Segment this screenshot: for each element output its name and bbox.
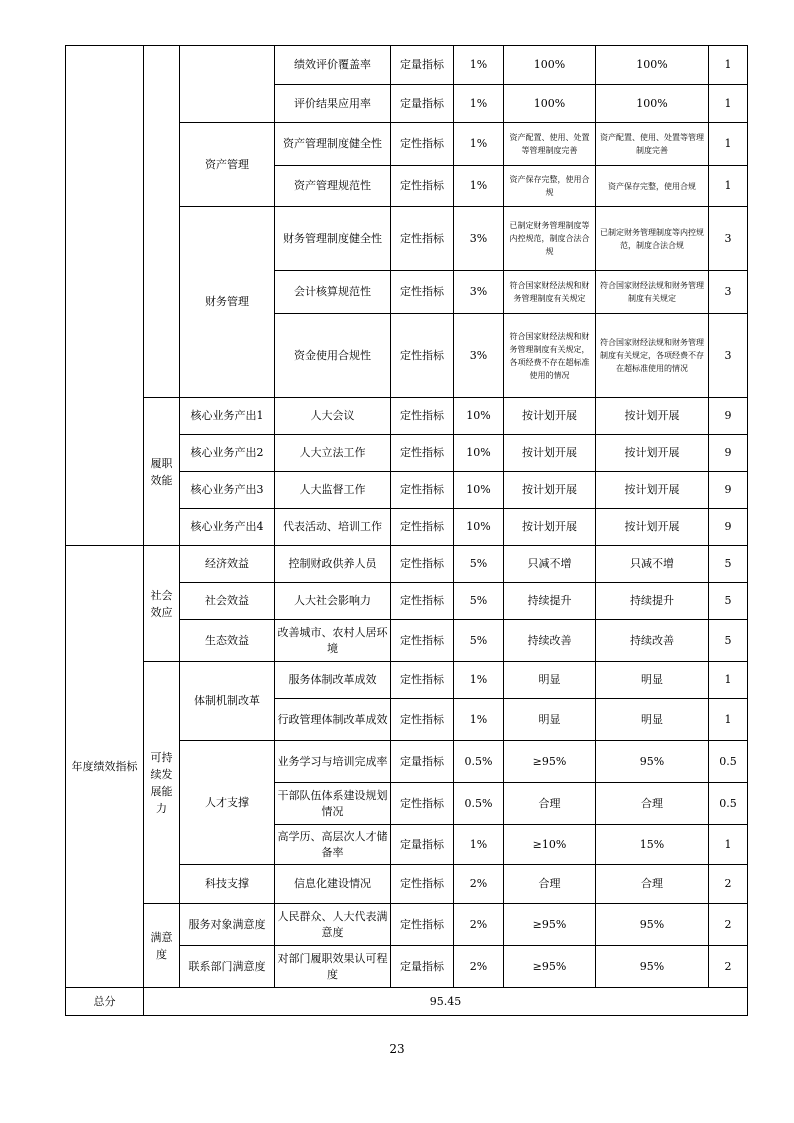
indicator-name: 服务体制改革成效 <box>275 662 391 699</box>
indicator-type: 定性指标 <box>391 435 454 472</box>
indicator-type: 定性指标 <box>391 904 454 946</box>
level2-cell: 满意度 <box>144 904 180 988</box>
total-row <box>66 988 748 1016</box>
target-value: 持续提升 <box>504 583 596 620</box>
indicator-type: 定量指标 <box>391 946 454 988</box>
indicator-name: 人大会议 <box>275 398 391 435</box>
score: 9 <box>709 472 748 509</box>
target-value: ≥95% <box>504 946 596 988</box>
target-value: 按计划开展 <box>504 435 596 472</box>
table-row <box>66 662 748 699</box>
level3-cell: 体制机制改革 <box>180 662 275 741</box>
indicator-type: 定量指标 <box>391 825 454 865</box>
indicator-name: 对部门履职效果认可程度 <box>275 946 391 988</box>
level3-cell: 财务管理 <box>180 207 275 398</box>
actual-value: 资产配置、使用、处置等管理制度完善 <box>596 123 709 166</box>
score: 5 <box>709 546 748 583</box>
level3-cell: 生态效益 <box>180 620 275 662</box>
score: 3 <box>709 314 748 398</box>
level3-cell: 服务对象满意度 <box>180 904 275 946</box>
indicator-name: 行政管理体制改革成效 <box>275 699 391 741</box>
indicator-weight: 10% <box>454 472 504 509</box>
indicator-weight: 0.5% <box>454 741 504 783</box>
indicator-name: 人大立法工作 <box>275 435 391 472</box>
table-row <box>66 398 748 435</box>
actual-value: 按计划开展 <box>596 509 709 546</box>
actual-value: 95% <box>596 741 709 783</box>
actual-value: 15% <box>596 825 709 865</box>
table-row <box>66 546 748 583</box>
score: 2 <box>709 865 748 904</box>
actual-value: 持续提升 <box>596 583 709 620</box>
indicator-weight: 10% <box>454 435 504 472</box>
total-label: 总分 <box>66 988 144 1016</box>
indicator-type: 定量指标 <box>391 85 454 123</box>
score: 1 <box>709 825 748 865</box>
target-value: 明显 <box>504 699 596 741</box>
target-value: 合理 <box>504 865 596 904</box>
score: 1 <box>709 85 748 123</box>
target-value: 按计划开展 <box>504 398 596 435</box>
actual-value: 符合国家财经法规和财务管理制度有关规定 <box>596 271 709 314</box>
actual-value: 合理 <box>596 783 709 825</box>
indicator-weight: 2% <box>454 904 504 946</box>
score: 1 <box>709 123 748 166</box>
performance-indicator-table <box>65 45 748 1016</box>
score: 0.5 <box>709 741 748 783</box>
target-value: 按计划开展 <box>504 472 596 509</box>
page-number: 23 <box>389 1042 405 1056</box>
indicator-name: 控制财政供养人员 <box>275 546 391 583</box>
level3-cell: 社会效益 <box>180 583 275 620</box>
indicator-type: 定性指标 <box>391 123 454 166</box>
actual-value: 95% <box>596 904 709 946</box>
indicator-name: 评价结果应用率 <box>275 85 391 123</box>
total-value: 95.45 <box>144 988 748 1016</box>
indicator-type: 定性指标 <box>391 783 454 825</box>
indicator-weight: 3% <box>454 207 504 271</box>
indicator-type: 定性指标 <box>391 314 454 398</box>
level1-cell: 年度绩效指标 <box>66 546 144 988</box>
target-value: 只减不增 <box>504 546 596 583</box>
indicator-name: 人大监督工作 <box>275 472 391 509</box>
level3-cell: 核心业务产出1 <box>180 398 275 435</box>
actual-value: 持续改善 <box>596 620 709 662</box>
score: 9 <box>709 435 748 472</box>
level3-cell: 科技支撑 <box>180 865 275 904</box>
indicator-name: 人民群众、人大代表满意度 <box>275 904 391 946</box>
indicator-type: 定性指标 <box>391 271 454 314</box>
indicator-type: 定性指标 <box>391 166 454 207</box>
level1-cell <box>66 46 144 546</box>
indicator-weight: 10% <box>454 509 504 546</box>
score: 1 <box>709 699 748 741</box>
actual-value: 按计划开展 <box>596 398 709 435</box>
indicator-weight: 3% <box>454 271 504 314</box>
indicator-weight: 1% <box>454 166 504 207</box>
target-value: 已制定财务管理制度等内控规范，制度合法合规 <box>504 207 596 271</box>
indicator-name: 资产管理规范性 <box>275 166 391 207</box>
target-value: ≥10% <box>504 825 596 865</box>
indicator-type: 定性指标 <box>391 662 454 699</box>
level2-cell: 可持续发展能力 <box>144 662 180 904</box>
indicator-weight: 5% <box>454 546 504 583</box>
level2-cell: 社会效应 <box>144 546 180 662</box>
actual-value: 符合国家财经法规和财务管理制度有关规定，各项经费不存在超标准使用的情况 <box>596 314 709 398</box>
target-value: 明显 <box>504 662 596 699</box>
actual-value: 95% <box>596 946 709 988</box>
target-value: 100% <box>504 46 596 85</box>
indicator-weight: 1% <box>454 46 504 85</box>
target-value: 合理 <box>504 783 596 825</box>
score: 1 <box>709 662 748 699</box>
level3-cell: 经济效益 <box>180 546 275 583</box>
target-value: 符合国家财经法规和财务管理制度有关规定，各项经费不存在超标准使用的情况 <box>504 314 596 398</box>
indicator-weight: 2% <box>454 865 504 904</box>
target-value: ≥95% <box>504 904 596 946</box>
indicator-type: 定性指标 <box>391 398 454 435</box>
target-value: 资产配置、使用、处置等管理制度完善 <box>504 123 596 166</box>
actual-value: 资产保存完整，使用合规 <box>596 166 709 207</box>
score: 5 <box>709 620 748 662</box>
indicator-type: 定量指标 <box>391 741 454 783</box>
indicator-name: 改善城市、农村人居环境 <box>275 620 391 662</box>
target-value: 100% <box>504 85 596 123</box>
level3-cell <box>180 46 275 123</box>
level3-cell: 人才支撑 <box>180 741 275 865</box>
level3-cell: 资产管理 <box>180 123 275 207</box>
indicator-weight: 2% <box>454 946 504 988</box>
indicator-type: 定性指标 <box>391 865 454 904</box>
target-value: 符合国家财经法规和财务管理制度有关规定 <box>504 271 596 314</box>
score: 1 <box>709 46 748 85</box>
indicator-weight: 1% <box>454 662 504 699</box>
indicator-type: 定性指标 <box>391 546 454 583</box>
indicator-type: 定性指标 <box>391 699 454 741</box>
level3-cell: 核心业务产出3 <box>180 472 275 509</box>
indicator-name: 绩效评价覆盖率 <box>275 46 391 85</box>
indicator-weight: 1% <box>454 825 504 865</box>
actual-value: 100% <box>596 46 709 85</box>
indicator-name: 信息化建设情况 <box>275 865 391 904</box>
indicator-weight: 1% <box>454 699 504 741</box>
indicator-name: 资金使用合规性 <box>275 314 391 398</box>
indicator-type: 定性指标 <box>391 583 454 620</box>
level2-cell: 履职效能 <box>144 398 180 546</box>
target-value: 按计划开展 <box>504 509 596 546</box>
indicator-type: 定性指标 <box>391 207 454 271</box>
indicator-weight: 1% <box>454 85 504 123</box>
table-row <box>66 904 748 946</box>
level3-cell: 核心业务产出4 <box>180 509 275 546</box>
score: 3 <box>709 271 748 314</box>
score: 3 <box>709 207 748 271</box>
indicator-type: 定性指标 <box>391 472 454 509</box>
indicator-name: 业务学习与培训完成率 <box>275 741 391 783</box>
indicator-name: 高学历、高层次人才储备率 <box>275 825 391 865</box>
actual-value: 只减不增 <box>596 546 709 583</box>
indicator-type: 定性指标 <box>391 620 454 662</box>
score: 0.5 <box>709 783 748 825</box>
indicator-type: 定量指标 <box>391 46 454 85</box>
indicator-weight: 5% <box>454 620 504 662</box>
actual-value: 按计划开展 <box>596 435 709 472</box>
score: 5 <box>709 583 748 620</box>
indicator-weight: 10% <box>454 398 504 435</box>
indicator-name: 资产管理制度健全性 <box>275 123 391 166</box>
target-value: 资产保存完整，使用合规 <box>504 166 596 207</box>
indicator-name: 人大社会影响力 <box>275 583 391 620</box>
score: 2 <box>709 904 748 946</box>
actual-value: 明显 <box>596 662 709 699</box>
actual-value: 100% <box>596 85 709 123</box>
indicator-name: 会计核算规范性 <box>275 271 391 314</box>
indicator-weight: 3% <box>454 314 504 398</box>
actual-value: 已制定财务管理制度等内控规范，制度合法合规 <box>596 207 709 271</box>
score: 1 <box>709 166 748 207</box>
level2-cell <box>144 46 180 398</box>
indicator-name: 财务管理制度健全性 <box>275 207 391 271</box>
actual-value: 合理 <box>596 865 709 904</box>
indicator-type: 定性指标 <box>391 509 454 546</box>
indicator-name: 干部队伍体系建设规划情况 <box>275 783 391 825</box>
actual-value: 明显 <box>596 699 709 741</box>
level3-cell: 核心业务产出2 <box>180 435 275 472</box>
score: 9 <box>709 398 748 435</box>
score: 9 <box>709 509 748 546</box>
score: 2 <box>709 946 748 988</box>
table-row <box>66 46 748 85</box>
indicator-name: 代表活动、培训工作 <box>275 509 391 546</box>
indicator-weight: 0.5% <box>454 783 504 825</box>
target-value: 持续改善 <box>504 620 596 662</box>
level3-cell: 联系部门满意度 <box>180 946 275 988</box>
actual-value: 按计划开展 <box>596 472 709 509</box>
indicator-weight: 5% <box>454 583 504 620</box>
indicator-weight: 1% <box>454 123 504 166</box>
target-value: ≥95% <box>504 741 596 783</box>
